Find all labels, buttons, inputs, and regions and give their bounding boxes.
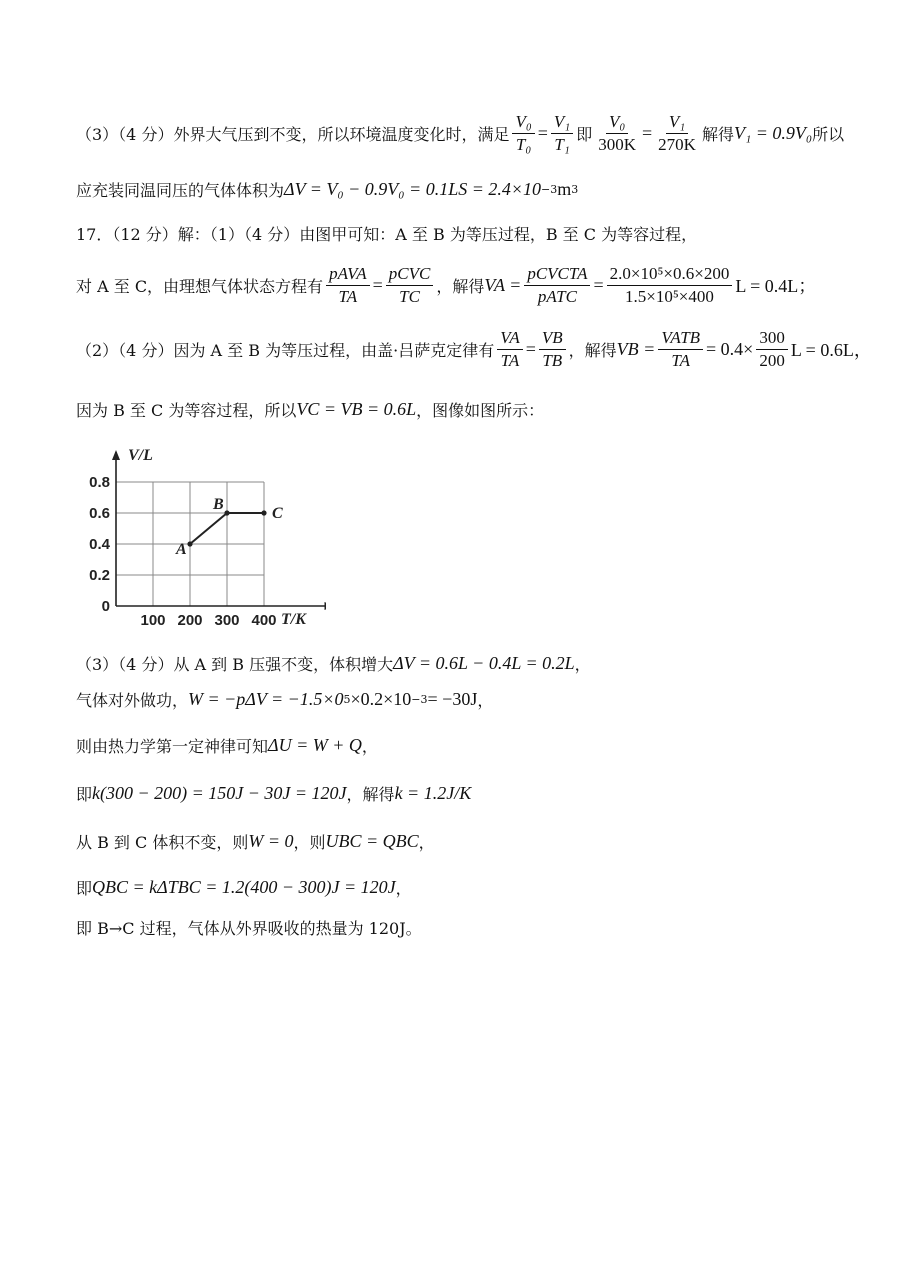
p2-vb: VB = [616, 338, 656, 359]
line2-exp: −3 [541, 183, 558, 196]
q17-part3-line5: 从 B 到 C 体积不变，则 W = 0 ，则 UBC = QBC ， [76, 831, 435, 852]
p3-l1-math: ΔV = 0.6L − 0.4L = 0.2L [393, 653, 575, 673]
p2-line2-math: VC = VB = 0.6L [296, 399, 417, 419]
p1-text1: 对 A 至 C，由理想气体状态方程有 [76, 276, 324, 296]
tail-text: 所以 [812, 124, 845, 144]
q17-part3-line7: 即 B→C 过程，气体从外界吸收的热量为 120J。 [76, 919, 422, 938]
solve-label: 解得 [701, 124, 734, 144]
q17-part3-line4: 即 k(300 − 200) = 150J − 30J = 120J ，解得 k = 1.2J/K [76, 783, 472, 804]
fraction-va-ta: $\frac{VA}{TA}$ [497, 328, 523, 370]
y-tick-label: 0.2 [89, 567, 110, 584]
p3-l2-math: W = −pΔV = −1.5×0 [188, 689, 344, 709]
fraction-pcvc-tc: $\frac{\text{pCVC}}{TC}$ [386, 264, 434, 306]
x-tick-label: 100 [140, 612, 166, 629]
line2-unit: m [557, 179, 572, 199]
q17-heading [76, 222, 697, 245]
chart-axes [112, 450, 326, 610]
y-tick-label: 0.4 [89, 536, 110, 553]
q17-part3-line6: 即 QBC = kΔTBC = 1.2(400 − 300)J = 120J ， [76, 877, 412, 898]
q17-part3-line1 [76, 652, 591, 675]
p3-l2-text: 气体对外做功， [76, 691, 189, 710]
fraction-v0-t0: $\frac{\text{V₀}}{\text{T₀}}$ [512, 112, 534, 154]
data-point-A [187, 541, 192, 546]
point-label-C: C [272, 505, 283, 522]
p3-l1-end: ， [574, 655, 591, 674]
fraction-v1-t1: $\frac{\text{V₁}}{\text{T₁}}$ [551, 112, 573, 154]
p1-end: L = 0.4L； [735, 276, 817, 297]
p2-end: L = 0.6L， [790, 340, 872, 361]
chart-series [175, 496, 283, 558]
fraction-vatb-ta: $\frac{\text{VATB}}{TA}$ [658, 328, 703, 370]
p2-text2: ，解得 [568, 340, 617, 360]
p2-line2-end: ，图像如图所示： [416, 401, 545, 420]
result-v1: V₁ = 0.9V₀ [733, 122, 813, 143]
fraction-pava-ta: $\frac{\text{pAVA}}{TA}$ [326, 264, 370, 306]
line2-math: ΔV = V₀ − 0.9V₀ = 0.1LS = 2.4×10 [284, 179, 541, 199]
q16-part3-line1: （3）（4 分）外界大气压到不变，所以环境温度变化时，满足 $\frac{\text{V₀}}{\text{T₀}}$ = $\frac{\text{V₁}}{\text{T₁}}$ 即 $\frac{\text{V₀}}{300K}$ = $\frac{\text{V₁}}{270K}$ 解得 V₁ = 0.9V₀ 所以 [76, 112, 845, 154]
point-label-B: B [213, 496, 224, 513]
q17-part3-line2: 气体对外做功， W = −pΔV = −1.5×0 5 ×0.2×10 −3 = −30J ， [76, 689, 494, 710]
p2-line2-text: 因为 B 至 C 为等容过程，所以 [76, 401, 297, 420]
y-axis-label: V/L [128, 447, 153, 464]
y-tick-label: 0.8 [89, 474, 110, 491]
vt-graph [76, 440, 326, 635]
y-axis-arrow [112, 450, 120, 460]
fraction-v0-300k: $\frac{\text{V₀}}{300K}$ [598, 112, 636, 154]
series-segment [190, 513, 227, 544]
fraction-vb-tb: $\frac{VB}{TB}$ [539, 328, 566, 370]
line2-text: 应充装同温同压的气体体积为 [76, 181, 285, 200]
q17-head-text: 17．（12 分）解：（1）（4 分）由图甲可知：A 至 B 为等压过程，B 至 C 为等容过程， [76, 225, 698, 244]
q16-part3-line2 [76, 178, 578, 201]
y-tick-label: 0.6 [89, 505, 110, 522]
p3-l1-text: （3）（4 分）从 A 到 B 压强不变，体积增大 [76, 655, 394, 674]
x-tick-label: 200 [177, 612, 203, 629]
p2-text1: （2）（4 分）因为 A 至 B 为等压过程，由盖·吕萨克定律有 [76, 340, 495, 360]
q16p3-head: （3）（4 分）外界大气压到不变，所以环境温度变化时，满足 [76, 124, 510, 144]
x-axis-arrow [325, 602, 327, 610]
x-tick-label: 300 [214, 612, 240, 629]
line2-unit-exp: 3 [571, 183, 579, 196]
data-point-C [261, 510, 266, 515]
p2-mid: = 0.4× [706, 338, 754, 359]
q17-part2: （2）（4 分）因为 A 至 B 为等压过程，由盖·吕萨克定律有 $\frac{VA}{TA}$ = $\frac{VB}{TB}$ ，解得 VB = $\frac{\text{VATB}}{TA}$ = 0.4× $\frac{300}{200}$ L = 0.6L， [76, 328, 872, 370]
q17-part1: 对 A 至 C，由理想气体状态方程有 $\frac{\text{pAVA}}{TA}$ = $\frac{\text{pCVC}}{TC}$ ，解得 VA = $\frac{\text{pCVCTA}}{\text{pATC}}$ = $\frac{\text{2.0×10⁵×0.6×200}}{\text{1.5×10⁵×400}}$ L = 0.4L； [76, 264, 817, 306]
fraction-v1-270k: $\frac{\text{V₁}}{270K}$ [658, 112, 696, 154]
y-tick-label: 0 [101, 598, 110, 615]
fraction-numeric-va: $\frac{\text{2.0×10⁵×0.6×200}}{\text{1.5×10⁵×400}}$ [607, 264, 733, 306]
fraction-300-200: $\frac{300}{200}$ [756, 328, 788, 370]
q17-part3-line3: 则由热力学第一定神律可知 ΔU = W + Q ， [76, 735, 378, 756]
q17-part2-line2 [76, 398, 544, 421]
ji-label: 即 [576, 124, 593, 144]
fraction-pcvcta: $\frac{\text{pCVCTA}}{\text{pATC}}$ [524, 264, 590, 306]
x-tick-label: 400 [251, 612, 277, 629]
data-point-B [224, 510, 229, 515]
x-axis-label: T/K [281, 611, 306, 628]
p1-text2: ，解得 [436, 276, 485, 296]
point-label-A: A [176, 541, 187, 558]
p1-va: VA = [484, 274, 522, 295]
